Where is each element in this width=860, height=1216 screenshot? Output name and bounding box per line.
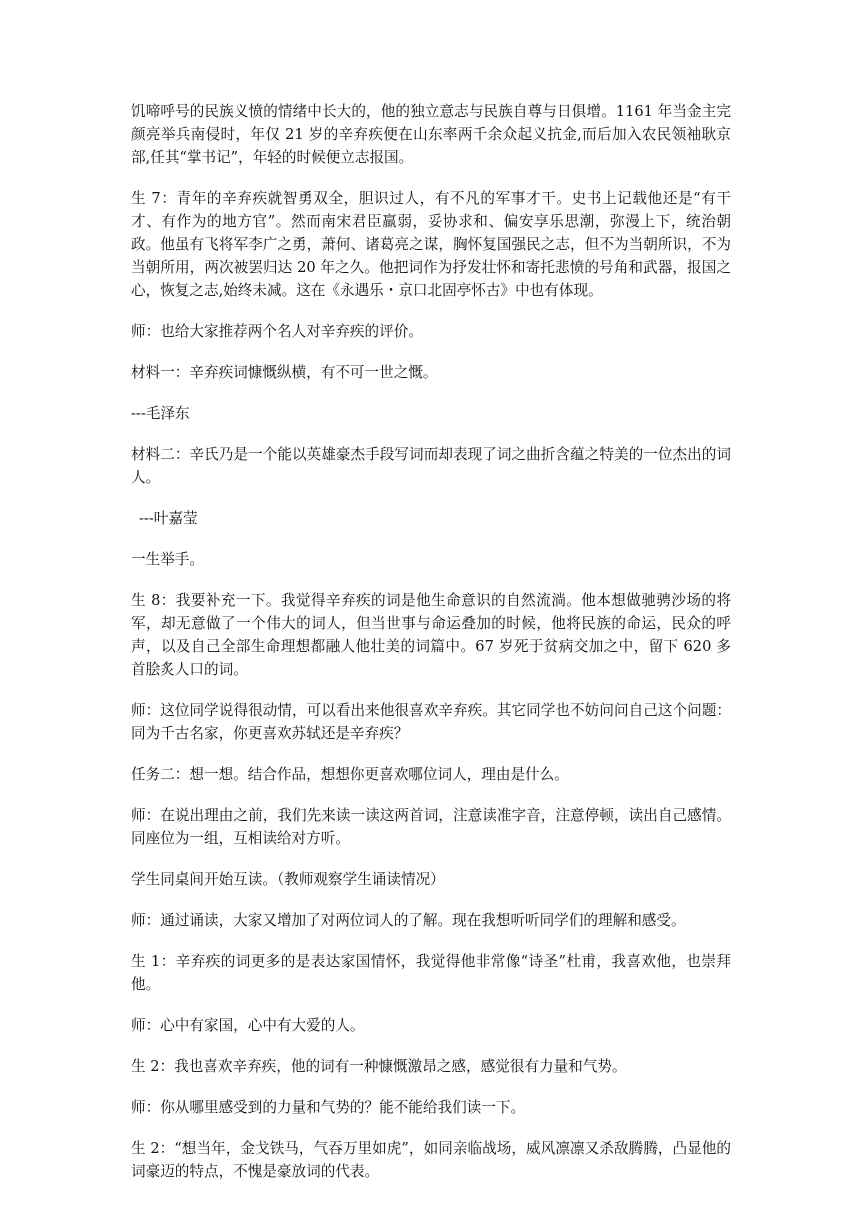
paragraph-teacher-read: 师：在说出理由之前，我们先来读一读这两首词，注意读准字音，注意停顿，读出自己感情。同座位为一组，互相读给对方听。: [131, 807, 731, 847]
paragraph-teacher-recommend: 师：也给大家推荐两个名人对辛弃疾的评价。: [131, 323, 423, 340]
paragraph-teacher-feedback: 师：通过诵读，大家又增加了对两位词人的了解。现在我想听听同学们的理解和感受。: [131, 912, 686, 929]
document-body: [131, 100, 731, 1201]
paragraph-attribution-1: ---毛泽东: [131, 405, 190, 422]
paragraph-students-read: 学生同桌间开始互读。（教师观察学生诵读情况）: [131, 871, 445, 888]
paragraph-student-8: 生 8：我要补充一下。我觉得辛弃疾的词是他生命意识的自然流淌。他本想做驰骋沙场的将军，却无意做了一个伟大的词人，但当世事与命运叠加的时候，他将民族的命运，民众的呼声，以及自己全部生命理想都融人他壮美的词篇中。67 岁死于贫病交加之中，留下 620 多首脍炙人口的词。: [131, 592, 731, 678]
paragraph-student-1: 生 1：辛弃疾的词更多的是表达家国情怀，我觉得他非常像“诗圣”杜甫，我喜欢他，也崇拜他。: [131, 953, 731, 993]
paragraph-teacher-ask: 师：你从哪里感受到的力量和气势的？能不能给我们读一下。: [131, 1099, 526, 1116]
paragraph-task-2: 任务二：想一想。结合作品，想想你更喜欢哪位词人，理由是什么。: [131, 766, 569, 783]
paragraph-student-2b: 生 2：“想当年，金戈铁马，气吞万里如虎”，如同亲临战场，威风凛凛又杀敌腾腾，凸显他的词豪迈的特点，不愧是豪放词的代表。: [131, 1140, 731, 1180]
paragraph-attribution-2: ---叶嘉莹: [139, 510, 198, 527]
paragraph-intro-continued: 饥啼呼号的民族义愤的情绪中长大的，他的独立意志与民族自尊与日俱增。1161 年当金主完颜亮举兵南侵时，年仅 21 岁的辛弃疾便在山东率两千余众起义抗金,而后加入农民领袖耿京部,任其“掌书记”，年轻的时候便立志报国。: [131, 103, 731, 166]
paragraph-material-2: 材料二：辛氏乃是一个能以英雄豪杰手段写词而却表现了词之曲折含蕴之特美的一位杰出的词人。: [131, 446, 731, 486]
paragraph-material-1: 材料一：辛弃疾词慷慨纵横，有不可一世之慨。: [131, 364, 438, 381]
paragraph-student-2a: 生 2：我也喜欢辛弃疾，他的词有一种慷慨激昂之感，感觉很有力量和气势。: [131, 1058, 627, 1075]
paragraph-teacher-comment: 师：心中有家国，心中有大爱的人。: [131, 1017, 365, 1034]
paragraph-hand-raised: 一生举手。: [131, 551, 204, 568]
paragraph-teacher-question: 师：这位同学说得很动情，可以看出来他很喜欢辛弃疾。其它同学也不妨问问自己这个问题：同为千古名家，你更喜欢苏轼还是辛弃疾？: [131, 702, 731, 742]
paragraph-student-7: 生 7：青年的辛弃疾就智勇双全，胆识过人，有不凡的军事才干。史书上记载他还是“有干才、有作为的地方官”。然而南宋君臣羸弱，妥协求和、偏安享乐思潮，弥漫上下，统治朝政。他虽有飞将军李广之勇，萧何、诸葛亮之谋，胸怀复国强民之志，但不为当朝所识，不为当朝所用，两次被罢归达 20 年之久。他把词作为抒发壮怀和寄托悲愤的号角和武器，报国之心，恢复之志,始终未减。这在《永遇乐・京口北固亭怀古》中也有体现。: [131, 190, 731, 299]
